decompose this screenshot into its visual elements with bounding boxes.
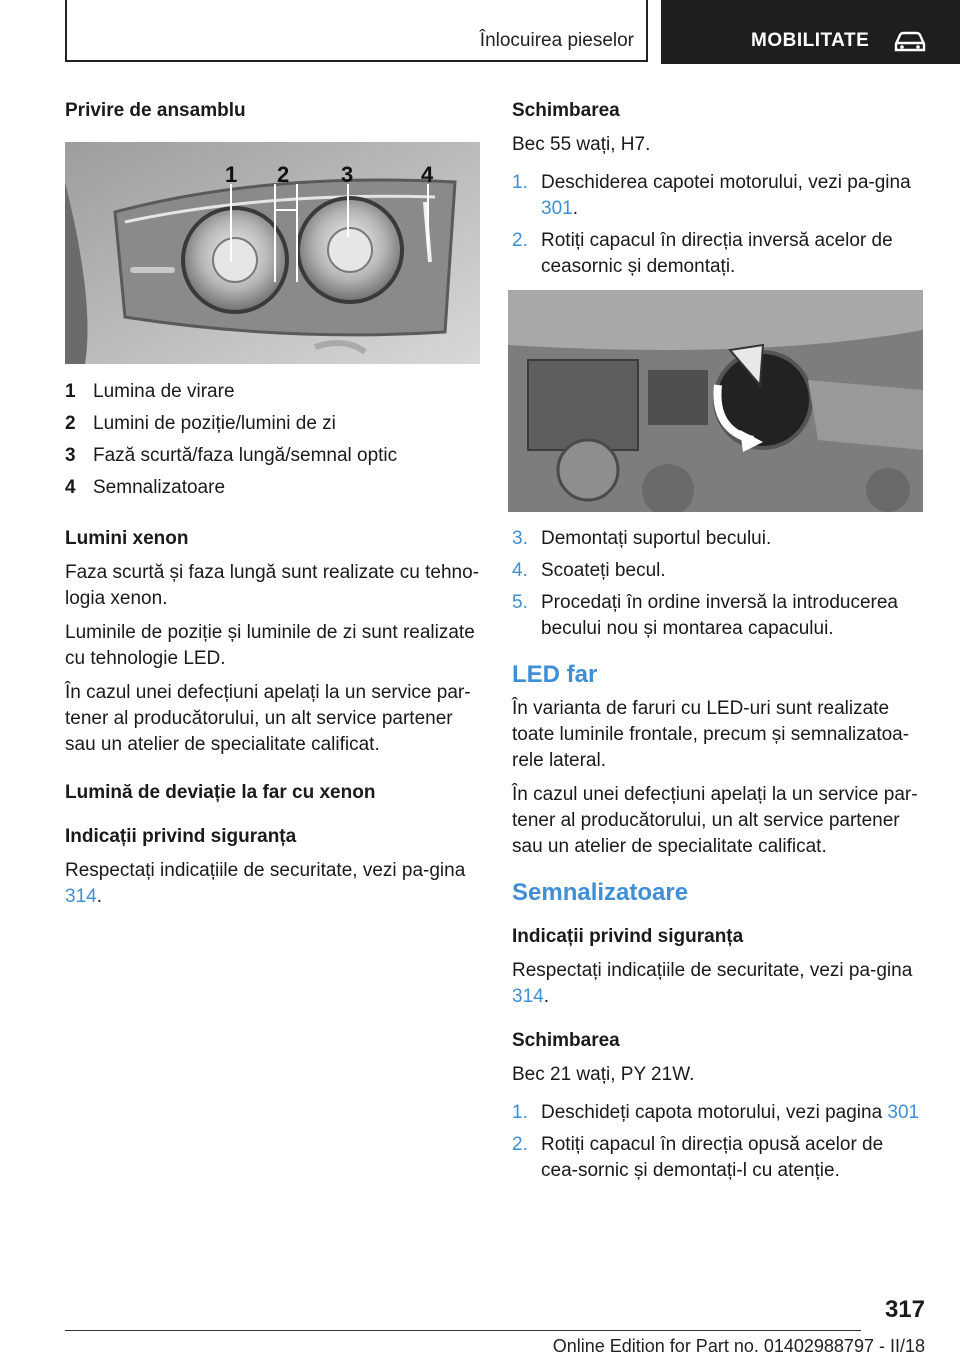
left-column [65,98,480,918]
step-item: 2. Rotiți capacul în direcția inversă acelor de ceasornic și demontați. [512,230,893,277]
xenon-title: Lumini xenon [65,528,189,549]
header-section-title: Înlocuirea pieselor [479,30,634,51]
change-title: Schimbarea [512,100,620,121]
safety-text-right: Respectați indicațiile de securitate, vezi pa-gina 314. [512,960,913,1007]
page-link-314[interactable]: 314 [65,886,97,907]
step-item: 1. Deschiderea capotei motorului, vezi pa-gina 301. [512,172,911,219]
step-item: 2. Rotiți capacul în direcția opusă acelor de cea-sornic și demontați-l cu atenție. [512,1134,884,1181]
legend-list [65,376,480,504]
change-title-2: Schimbarea [512,1030,620,1051]
step-item: 5. Procedați în ordine inversă la introducerea becului nou și montarea capacului. [512,592,898,639]
signal-title: Semnalizatoare [512,879,689,906]
page-number: 317 [884,1296,925,1323]
footer-edition: Online Edition for Part no. 01402988797 - II/18 [552,1336,925,1356]
step-item: 1. Deschideți capota motorului, vezi pagina 301 [512,1102,920,1123]
xenon-paragraph-3: În cazul unei defecțiuni apelați la un service par-tener al producătorului, un alt service partener sau un atelier de specialitate calificat. [65,682,471,755]
car-icon [893,30,927,54]
xenon-paragraph-2: Luminile de poziție și luminile de zi sunt realizate cu tehnologie LED. [65,622,475,669]
legend-item: 2 Lumini de poziție/lumini de zi [65,413,336,434]
xenon-paragraph-1: Faza scurtă și faza lungă sunt realizate cu tehno-logia xenon. [65,562,480,609]
deviation-title: Lumină de deviație la far cu xenon [65,782,376,803]
legend-item: 1 Lumina de virare [65,381,235,402]
legend-item: 3 Fază scurtă/faza lungă/semnal optic [65,445,398,466]
step-item: 3. Demontați suportul becului. [512,528,772,549]
step-item: 4. Scoateți becul. [512,560,666,581]
steps-list-a [512,170,924,280]
safety-title-right: Indicații privind siguranța [512,926,744,947]
steps-list-b [512,526,924,642]
page-link-301[interactable]: 301 [887,1102,920,1123]
overview-title: Privire de ansamblu [65,100,246,121]
steps-list-c [512,1100,924,1184]
engine-bay-figure [508,290,923,512]
led-title: LED far [512,661,598,688]
footer-divider [65,1330,861,1331]
header-section-box [65,0,648,62]
headlight-figure [65,142,480,364]
led-paragraph-2: În cazul unei defecțiuni apelați la un service par-tener al producătorului, un alt service partener sau un atelier de specialitate calificat. [512,784,918,857]
header-chapter-title: MOBILITATE [751,30,870,51]
bulb-py21w: Bec 21 wați, PY 21W. [512,1064,695,1085]
header-chapter-box [661,0,960,64]
safety-title-left: Indicații privind siguranța [65,826,297,847]
bulb-h7: Bec 55 wați, H7. [512,134,651,155]
safety-text-left: Respectați indicațiile de securitate, vezi pa-gina 314. [65,860,466,907]
figure-label-1: 1 [225,162,238,187]
legend-item: 4 Semnalizatoare [65,477,226,498]
led-paragraph-1: În varianta de faruri cu LED-uri sunt realizate toate luminile frontale, precum și semnalizatoa-rele lateral. [512,698,910,771]
page-link-314[interactable]: 314 [512,986,544,1007]
figure-label-3: 3 [341,162,354,187]
figure-label-4: 4 [421,162,434,187]
figure-label-2: 2 [277,162,290,187]
page-link-301[interactable]: 301 [541,198,573,219]
right-column [512,98,924,1194]
